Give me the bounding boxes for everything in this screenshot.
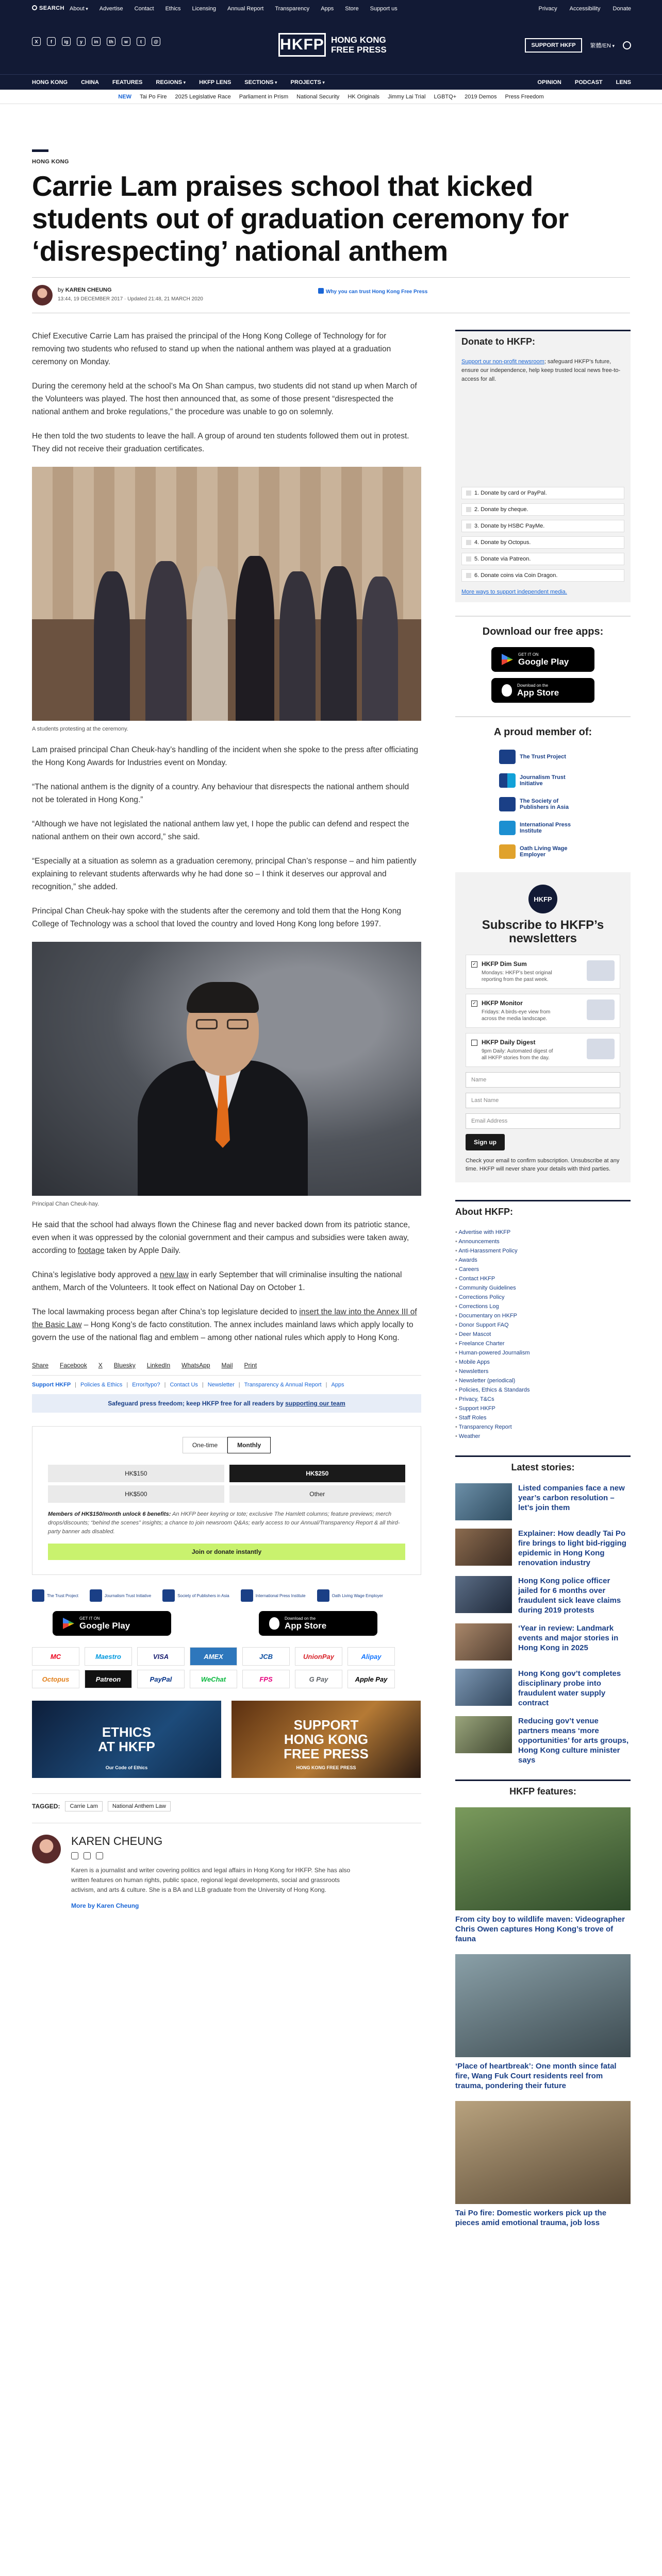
about-link[interactable]: • Policies, Ethics & Standards: [455, 1385, 631, 1395]
trending-item[interactable]: 2025 Legislative Race: [175, 93, 231, 100]
about-link[interactable]: • Careers: [455, 1265, 631, 1274]
paragraph: The local lawmaking process began after China’s top legislature decided to insert the law into the Annex III of the Basic Law – Hong Kong’s de facto constitution. The annex includes mainland laws which apply locally to govern the use of the national flag and emblem – among other national rules which apply to Hong Kong.: [32, 1308, 417, 1342]
partner-oath[interactable]: Oath Living Wage Employer: [317, 1589, 383, 1602]
maestro-icon[interactable]: Maestro: [85, 1647, 132, 1666]
protest-photo[interactable]: [32, 467, 421, 721]
account-icon[interactable]: [623, 41, 631, 49]
author-bio: Karen is a journalist and writer covering politics and legal affairs in Hong Kong for HKFP. She has also written features on human rights, public space, regional legal developments, social and grassroots activism, and arts & culture. She is a BA and LLB graduate from the University of Hong Kong.: [71, 1867, 351, 1893]
author-social: [71, 1852, 360, 1859]
feature-item[interactable]: Tai Po fire: Domestic workers pick up the pieces amid emotional trauma, job loss: [455, 2101, 631, 2228]
latest-title: Latest stories:: [455, 1455, 631, 1478]
first-name-input[interactable]: Name: [466, 1072, 620, 1088]
share-bar: [32, 1355, 421, 1376]
frequency-toggle: [48, 1437, 405, 1453]
instagram-icon[interactable]: ig: [62, 37, 71, 46]
newsletter-thumbnail: [587, 1039, 615, 1059]
separator: |: [75, 1382, 77, 1388]
cheque-icon: [466, 507, 471, 512]
story-item[interactable]: Reducing gov’t venue partners means ‘more opportunities’ for arts groups, Hong Kong culture minister says: [455, 1716, 631, 1765]
utility-nav-store[interactable]: Store: [345, 6, 359, 12]
nav-hong-kong[interactable]: HONG KONG: [32, 79, 68, 86]
share-button[interactable]: Share: [32, 1362, 49, 1369]
photo-hair: [187, 982, 259, 1013]
separator: |: [126, 1382, 128, 1388]
email-icon[interactable]: [84, 1852, 91, 1859]
ethics-banner[interactable]: ETHICS AT HKFP Our Code of Ethics: [32, 1701, 221, 1778]
share-bluesky[interactable]: Bluesky: [113, 1362, 136, 1369]
about-link[interactable]: • Support HKFP: [455, 1404, 631, 1413]
ipi-icon: [241, 1589, 253, 1602]
nav-regions[interactable]: REGIONS ▾: [156, 79, 186, 86]
safeguard-banner: Safeguard press freedom; keep HKFP free for all readers by supporting our team: [32, 1394, 421, 1413]
feature-thumbnail: [455, 2101, 631, 2204]
newsletter-thumbnail: [587, 960, 615, 981]
amount-options: [48, 1465, 405, 1503]
utility-nav-transparency[interactable]: Transparency: [275, 6, 310, 12]
paragraph: Chief Executive Carrie Lam has praised the principal of the Hong Kong College of Technology for for removing two students who refused to stand up when the national anthem was played at a graduation ceremony on Monday.: [32, 332, 391, 366]
nav-lens[interactable]: LENS: [616, 79, 631, 86]
about-link[interactable]: • Deer Mascot: [455, 1330, 631, 1339]
linkedin-icon[interactable]: [96, 1852, 103, 1859]
about-link[interactable]: • Transparency Report: [455, 1422, 631, 1432]
utility-nav-contact[interactable]: Contact: [134, 6, 154, 12]
linkedin-icon[interactable]: in: [92, 37, 101, 46]
wechat-icon[interactable]: WeChat: [190, 1670, 237, 1688]
trust-link[interactable]: Why you can trust Hong Kong Free Press: [318, 288, 427, 295]
gpay-icon[interactable]: G Pay: [295, 1670, 342, 1688]
photo-person: [362, 577, 398, 721]
paragraph: Lam praised principal Chan Cheuk-hay’s handling of the incident when she spoke to the press after officiating the Hong Kong Awards for Industries event on Monday.: [32, 745, 419, 767]
story-thumbnail: [455, 1529, 512, 1566]
google-play-icon: [63, 1618, 74, 1629]
member-sopa[interactable]: The Society of Publishers in Asia: [499, 797, 587, 811]
about-link[interactable]: • Privacy, T&Cs: [455, 1395, 631, 1404]
paragraph: He then told the two students to leave the hall. A group of around ten students followed them out in protest. They did not receive their graduation certificates.: [32, 432, 409, 453]
figure-principal: [32, 942, 421, 1196]
google-play-button[interactable]: GET IT ON Google Play: [53, 1611, 171, 1636]
byline: [32, 277, 630, 313]
share-facebook[interactable]: Facebook: [60, 1362, 87, 1369]
donate-option[interactable]: 1. Donate by card or PayPal.: [461, 487, 624, 499]
caption: Principal Chan Cheuk-hay.: [32, 1201, 100, 1207]
donate-title: Donate to HKFP:: [455, 330, 631, 352]
about-link[interactable]: • Announcements: [455, 1237, 631, 1246]
utility-nav-advertise[interactable]: Advertise: [99, 6, 123, 12]
about-link[interactable]: • Advertise with HKFP: [455, 1228, 631, 1237]
about-link[interactable]: • Contact HKFP: [455, 1274, 631, 1283]
amount-option[interactable]: HK$150: [48, 1465, 224, 1482]
unionpay-icon[interactable]: UnionPay: [295, 1647, 342, 1666]
nav-podcast[interactable]: PODCAST: [574, 79, 603, 86]
masthead-actions: [525, 38, 631, 53]
checkbox-checked[interactable]: ✓: [471, 1001, 477, 1007]
story-item[interactable]: Listed companies face a new year’s carbon resolution – let’s join them: [455, 1483, 631, 1520]
google-play-button[interactable]: GET IT ON Google Play: [491, 647, 594, 672]
story-thumbnail: [455, 1483, 512, 1520]
basic-law-link[interactable]: insert the law into the Annex III of the Basic Law: [32, 1308, 417, 1329]
paragraph: “Especially at a situation as solemn as a graduation ceremony, principal Chan’s response – and him patiently explaining to relevant students afterwards why he had done so – I think it deserves our approval and recognition,” she added.: [32, 857, 417, 891]
donate-option[interactable]: 3. Donate by HSBC PayMe.: [461, 520, 624, 532]
sidebar: [455, 330, 631, 2238]
author-box: [32, 1823, 421, 1909]
policies-link[interactable]: Policies & Ethics: [80, 1382, 123, 1388]
utility-nav-annual-report[interactable]: Annual Report: [227, 6, 264, 12]
story-thumbnail: [455, 1716, 512, 1753]
promo-banners: [32, 1701, 421, 1778]
jcb-icon[interactable]: JCB: [242, 1647, 290, 1666]
photo-glasses: [196, 1019, 218, 1029]
about-link[interactable]: • Documentary on HKFP: [455, 1311, 631, 1320]
donate-section: [455, 330, 631, 602]
patreon-icon[interactable]: Patreon: [85, 1670, 132, 1688]
tag-anthem-law[interactable]: National Anthem Law: [108, 1801, 171, 1811]
partner-trust-project[interactable]: The Trust Project: [32, 1589, 78, 1602]
utility-donate[interactable]: Donate: [613, 6, 631, 12]
partner-logos: [32, 1589, 421, 1602]
octopus-icon: [466, 540, 471, 545]
search-button[interactable]: SEARCH: [32, 5, 64, 11]
trending-item[interactable]: Press Freedom: [505, 93, 544, 100]
partner-sopa[interactable]: Society of Publishers in Asia: [162, 1589, 229, 1602]
utility-nav-apps[interactable]: Apps: [321, 6, 334, 12]
card-icon: [466, 490, 471, 496]
trending-item[interactable]: National Security: [296, 93, 340, 100]
support-hkfp-button[interactable]: SUPPORT HKFP: [525, 38, 582, 53]
apple-icon: [502, 684, 512, 697]
jti-icon: [499, 773, 516, 788]
nav-hkfp-lens[interactable]: HKFP LENS: [199, 79, 231, 86]
paragraph: During the ceremony held at the school’s Ma On Shan campus, two students did not stand up when March of the Volunteers was played. The host then announced that, as some of those present “disrespected the national anthem and broke regulations,” the procedure was unable to go on solemnly.: [32, 382, 417, 416]
coin-icon: [466, 573, 471, 578]
article-title: Carrie Lam praises school that kicked students out of graduation ceremony for ‘disrespecting’ national anthem: [32, 170, 569, 267]
feature-item[interactable]: From city boy to wildlife maven: Videographer Chris Owen captures Hong Kong’s trove of fauna: [455, 1807, 631, 1944]
about-link[interactable]: • Mobile Apps: [455, 1358, 631, 1367]
app-store-buttons: [32, 1611, 421, 1636]
about-link[interactable]: • Donor Support FAQ: [455, 1320, 631, 1330]
figure-protest: [32, 467, 421, 721]
tags: [32, 1793, 421, 1811]
newsletter-note: Check your email to confirm subscription. Unsubscribe at any time. HKFP will never share your details with third parties.: [466, 1158, 620, 1172]
alipay-icon[interactable]: Alipay: [347, 1647, 395, 1666]
tag-carrie-lam[interactable]: Carrie Lam: [65, 1801, 102, 1811]
donate-option[interactable]: 2. Donate by cheque.: [461, 503, 624, 516]
donation-widget: [32, 1426, 421, 1575]
shield-icon: [318, 288, 324, 294]
trust-project-icon: [499, 750, 516, 764]
about-link[interactable]: • Human-powered Journalism: [455, 1348, 631, 1358]
author-name[interactable]: KAREN CHEUNG: [71, 1835, 163, 1848]
photo-person: [94, 571, 130, 721]
new-law-link[interactable]: new law: [159, 1270, 189, 1279]
paragraph: “The national anthem is the dignity of a country. Any behaviour that disrespects the national anthem should not be tolerated in Hong Kong.”: [32, 783, 409, 804]
share-whatsapp[interactable]: WhatsApp: [181, 1362, 210, 1369]
oath-icon: [317, 1589, 329, 1602]
payment-methods: [32, 1647, 421, 1688]
language-switch[interactable]: 繁體/EN ▾: [590, 41, 615, 49]
member-trust-project[interactable]: The Trust Project: [499, 750, 587, 764]
story-item[interactable]: Hong Kong police officer jailed for 6 months over fraudulent sick leave claims during 2019 protests: [455, 1576, 631, 1615]
support-newsroom-link[interactable]: Support our non-profit newsroom: [461, 359, 544, 365]
story-thumbnail: [455, 1576, 512, 1613]
site-logo[interactable]: [278, 33, 393, 57]
sopa-icon: [162, 1589, 175, 1602]
about-links: [455, 1228, 631, 1441]
main-nav: [0, 74, 662, 90]
about-link[interactable]: • Awards: [455, 1256, 631, 1265]
membership-benefits: Members of HK$150/month unlock 6 benefits: An HKFP beer keyring or tote; exclusive The Hamlett columns; feature previews; merch drops/discounts; “behind the scenes” insights; a chance to join newsroom Q&As; early access to our Annual/Transparency Report & all third-party banner ads disabled.: [48, 1511, 400, 1535]
share-linkedin[interactable]: LinkedIn: [146, 1362, 171, 1369]
paragraph: “Although we have not legislated the national anthem law yet, I hope the public can defend and respect the national anthem on their own accord,” she said.: [32, 820, 409, 841]
tagged-label: TAGGED:: [32, 1803, 60, 1810]
newsletter-option-monitor[interactable]: ✓ HKFP Monitor Fridays: A birds-eye view from across the media landscape.: [466, 994, 620, 1028]
donate-option[interactable]: 6. Donate coins via Coin Dragon.: [461, 569, 624, 582]
photo-person: [236, 556, 274, 721]
apps-link[interactable]: Apps: [331, 1382, 344, 1388]
feature-thumbnail: [455, 1954, 631, 2057]
about-title: About HKFP:: [455, 1200, 631, 1223]
google-play-icon: [502, 654, 513, 665]
visa-icon[interactable]: VISA: [137, 1647, 185, 1666]
share-print[interactable]: Print: [244, 1362, 257, 1369]
nav-projects[interactable]: PROJECTS ▾: [291, 79, 325, 86]
mastercard-icon[interactable]: MC: [32, 1647, 79, 1666]
trending-item[interactable]: HK Originals: [347, 93, 380, 100]
paypal-icon[interactable]: PayPal: [137, 1670, 185, 1688]
threads-icon[interactable]: th: [107, 37, 115, 46]
footer-links: [32, 1382, 421, 1388]
story-item[interactable]: Hong Kong gov’t completes disciplinary probe into fraudulent water supply contract: [455, 1669, 631, 1708]
author-photo[interactable]: [32, 1835, 61, 1863]
ipi-icon: [499, 821, 516, 835]
member-ipi[interactable]: International Press Institute: [499, 821, 587, 835]
search-icon: [32, 5, 37, 10]
photo-wall: [32, 467, 421, 619]
oath-icon: [499, 844, 516, 859]
newsletter-link[interactable]: Newsletter: [207, 1382, 235, 1388]
apps-title: Download our free apps:: [455, 616, 631, 638]
principal-photo[interactable]: [32, 942, 421, 1196]
nav-features[interactable]: FEATURES: [112, 79, 143, 86]
about-link[interactable]: • Corrections Policy: [455, 1293, 631, 1302]
donate-option[interactable]: 5. Donate via Patreon.: [461, 553, 624, 565]
fps-icon[interactable]: FPS: [242, 1670, 290, 1688]
about-link[interactable]: • Corrections Log: [455, 1302, 631, 1311]
photo-person: [279, 571, 316, 721]
jti-icon: [90, 1589, 102, 1602]
utility-nav-ethics[interactable]: Ethics: [165, 6, 181, 12]
patreon-icon: [466, 556, 471, 562]
article-body: [32, 330, 421, 1909]
x-icon[interactable]: X: [32, 37, 41, 46]
support-hkfp-link[interactable]: Support HKFP: [32, 1382, 71, 1388]
member-title: A proud member of:: [455, 716, 631, 738]
footage-link[interactable]: footage: [77, 1246, 105, 1255]
donate-intro: Support our non-profit newsroom; safeguard HKFP’s future, ensure our independence, help keep trusted local news free-to-access for all.: [461, 359, 621, 382]
member-jti[interactable]: Journalism Trust Initiative: [499, 773, 587, 788]
about-link[interactable]: • Weather: [455, 1432, 631, 1441]
newsletter-title: Subscribe to HKFP’s newsletters: [482, 918, 604, 945]
amount-option-other[interactable]: Other: [229, 1485, 406, 1503]
about-hkfp: [455, 1200, 631, 1441]
join-button[interactable]: Join or donate instantly: [48, 1544, 405, 1560]
about-link[interactable]: • Staff Roles: [455, 1413, 631, 1422]
nav-opinion[interactable]: OPINION: [537, 79, 561, 86]
share-x[interactable]: X: [98, 1362, 103, 1369]
feature-item[interactable]: ‘Place of heartbreak’: One month since fatal fire, Wang Fuk Court residents reel from trauma, pondering their future: [455, 1954, 631, 2091]
story-thumbnail: [455, 1623, 512, 1660]
utility-privacy[interactable]: Privacy: [538, 6, 557, 12]
trending-item[interactable]: LGBTQ+: [434, 93, 457, 100]
whatsapp-icon[interactable]: w: [122, 37, 130, 46]
utility-right: [539, 6, 631, 12]
supporting-team-link[interactable]: supporting our team: [285, 1400, 345, 1407]
payme-icon: [466, 523, 471, 529]
checkbox-checked[interactable]: ✓: [471, 961, 477, 968]
photo-person: [192, 566, 228, 721]
story-item[interactable]: ‘Year in review: Landmark events and major stories in Hong Kong in 2025: [455, 1623, 631, 1660]
nav-china[interactable]: CHINA: [81, 79, 99, 86]
donate-option[interactable]: 4. Donate by Octopus.: [461, 536, 624, 549]
latest-stories: [455, 1455, 631, 1765]
utility-accessibility[interactable]: Accessibility: [569, 6, 601, 12]
photo-glasses: [227, 1019, 249, 1029]
partner-ipi[interactable]: International Press Institute: [241, 1589, 306, 1602]
amount-option[interactable]: HK$500: [48, 1485, 224, 1503]
article-dates: 13:44, 19 DECEMBER 2017 · Updated 21:48, 21 MARCH 2020: [58, 296, 203, 302]
newsletter-option-dim-sum[interactable]: ✓ HKFP Dim Sum Mondays: HKFP’s best original reporting from the past week.: [466, 955, 620, 989]
photo-person: [145, 561, 187, 721]
logo-name: HONG KONG FREE PRESS: [331, 35, 387, 55]
support-banner[interactable]: SUPPORT HONG KONG FREE PRESS HONG KONG FREE PRESS: [231, 1701, 421, 1778]
newsletter-thumbnail: [587, 999, 615, 1020]
hkfp-features: [455, 1780, 631, 2228]
masthead: [0, 18, 662, 74]
trust-project-icon: [32, 1589, 44, 1602]
story-thumbnail: [455, 1669, 512, 1706]
feature-thumbnail: [455, 1807, 631, 1910]
utility-nav-support[interactable]: Support us: [370, 6, 398, 12]
apple-icon: [269, 1617, 279, 1630]
article-category[interactable]: HONG KONG: [32, 159, 69, 165]
author-avatar[interactable]: [32, 285, 53, 306]
last-name-input[interactable]: Last Name: [466, 1093, 620, 1108]
trending-new-label: NEW: [118, 93, 131, 100]
about-link[interactable]: • Anti-Harassment Policy: [455, 1246, 631, 1256]
caption: A students protesting at the ceremony.: [32, 726, 128, 732]
sopa-icon: [499, 797, 516, 811]
contact-link[interactable]: Contact Us: [170, 1382, 198, 1388]
checkbox-unchecked[interactable]: [471, 1040, 477, 1046]
amount-option-selected[interactable]: HK$250: [229, 1465, 406, 1482]
utility-nav-about[interactable]: About ▾: [70, 6, 88, 12]
features-title: HKFP features:: [455, 1780, 631, 1802]
email-icon[interactable]: @: [152, 37, 160, 46]
separator: |: [202, 1382, 204, 1388]
more-by-author-link[interactable]: More by Karen Cheung: [71, 1902, 139, 1909]
telegram-icon[interactable]: t: [137, 37, 145, 46]
freq-one-time[interactable]: One-time: [183, 1437, 227, 1453]
byline-author: by KAREN CHEUNG: [58, 287, 112, 293]
separator: |: [325, 1382, 327, 1388]
amex-icon[interactable]: AMEX: [190, 1647, 237, 1666]
sign-up-button[interactable]: Sign up: [466, 1134, 505, 1150]
separator: |: [238, 1382, 240, 1388]
trending-bar: [0, 90, 662, 104]
author-link[interactable]: KAREN CHEUNG: [65, 287, 112, 293]
story-item[interactable]: Explainer: How deadly Tai Po fire brings to light bid-rigging epidemic in Hong Kong renovation industry: [455, 1529, 631, 1568]
trending-item[interactable]: Tai Po Fire: [139, 93, 167, 100]
trending-item[interactable]: Jimmy Lai Trial: [388, 93, 426, 100]
app-store-button[interactable]: Download on the App Store: [259, 1611, 377, 1636]
x-icon[interactable]: [71, 1852, 78, 1859]
donate-embed[interactable]: [461, 390, 624, 483]
freq-monthly[interactable]: Monthly: [227, 1437, 271, 1453]
newsletter-signup: [455, 872, 631, 1182]
member-logos: [455, 750, 631, 859]
about-link[interactable]: • Freelance Charter: [455, 1339, 631, 1348]
paragraph: He said that the school had always flown the Chinese flag and never backed down from its patriotic stance, even when it was oppressed by the colonial government and their campus and subsidies were taken away, according to footage taken by Apple Daily.: [32, 1221, 410, 1255]
about-link[interactable]: • Newsletters: [455, 1367, 631, 1376]
photo-person: [321, 566, 357, 721]
applepay-icon[interactable]: Apple Pay: [347, 1670, 395, 1688]
hkfp-logo-icon: HKFP: [528, 885, 557, 913]
youtube-icon[interactable]: y: [77, 37, 86, 46]
sidebar-app-buttons: [455, 647, 631, 703]
category-accent: [32, 149, 48, 152]
top-utility-bar: [0, 0, 662, 18]
email-input[interactable]: Email Address: [466, 1113, 620, 1129]
social-links: [32, 37, 160, 46]
trending-item[interactable]: 2019 Demos: [465, 93, 497, 100]
utility-nav-licensing[interactable]: Licensing: [192, 6, 217, 12]
newsletter-option-digest[interactable]: HKFP Daily Digest 9pm Daily: Automated digest of all HKFP stories from the day.: [466, 1033, 620, 1067]
about-link[interactable]: • Community Guidelines: [455, 1283, 631, 1293]
separator: |: [164, 1382, 166, 1388]
member-oath[interactable]: Oath Living Wage Employer: [499, 844, 587, 859]
app-store-button[interactable]: Download on the App Store: [491, 678, 594, 703]
paragraph: Principal Chan Cheuk-hay spoke with the students after the ceremony and told them that the Hong Kong College of Technology was a school that loved the country and loved Hong Kong long before 1997.: [32, 907, 402, 928]
share-mail[interactable]: Mail: [221, 1362, 233, 1369]
utility-nav: [70, 6, 398, 12]
logo-box: HKFP: [278, 33, 326, 57]
more-ways-link[interactable]: More ways to support independent media.: [461, 589, 567, 595]
partner-jti[interactable]: Journalism Trust Initiative: [90, 1589, 151, 1602]
octopus-icon[interactable]: Octopus: [32, 1670, 79, 1688]
trending-item[interactable]: Parliament in Prism: [239, 93, 289, 100]
paragraph: China’s legislative body approved a new law in early September that will criminalise insulting the national anthem, March of the Volunteers. It took effect on National Day on October 1.: [32, 1270, 402, 1292]
error-link[interactable]: Error/typo?: [132, 1382, 160, 1388]
about-link[interactable]: • Newsletter (periodical): [455, 1376, 631, 1385]
facebook-icon[interactable]: f: [47, 37, 56, 46]
nav-sections[interactable]: SECTIONS ▾: [244, 79, 277, 86]
transparency-link[interactable]: Transparency & Annual Report: [244, 1382, 322, 1388]
